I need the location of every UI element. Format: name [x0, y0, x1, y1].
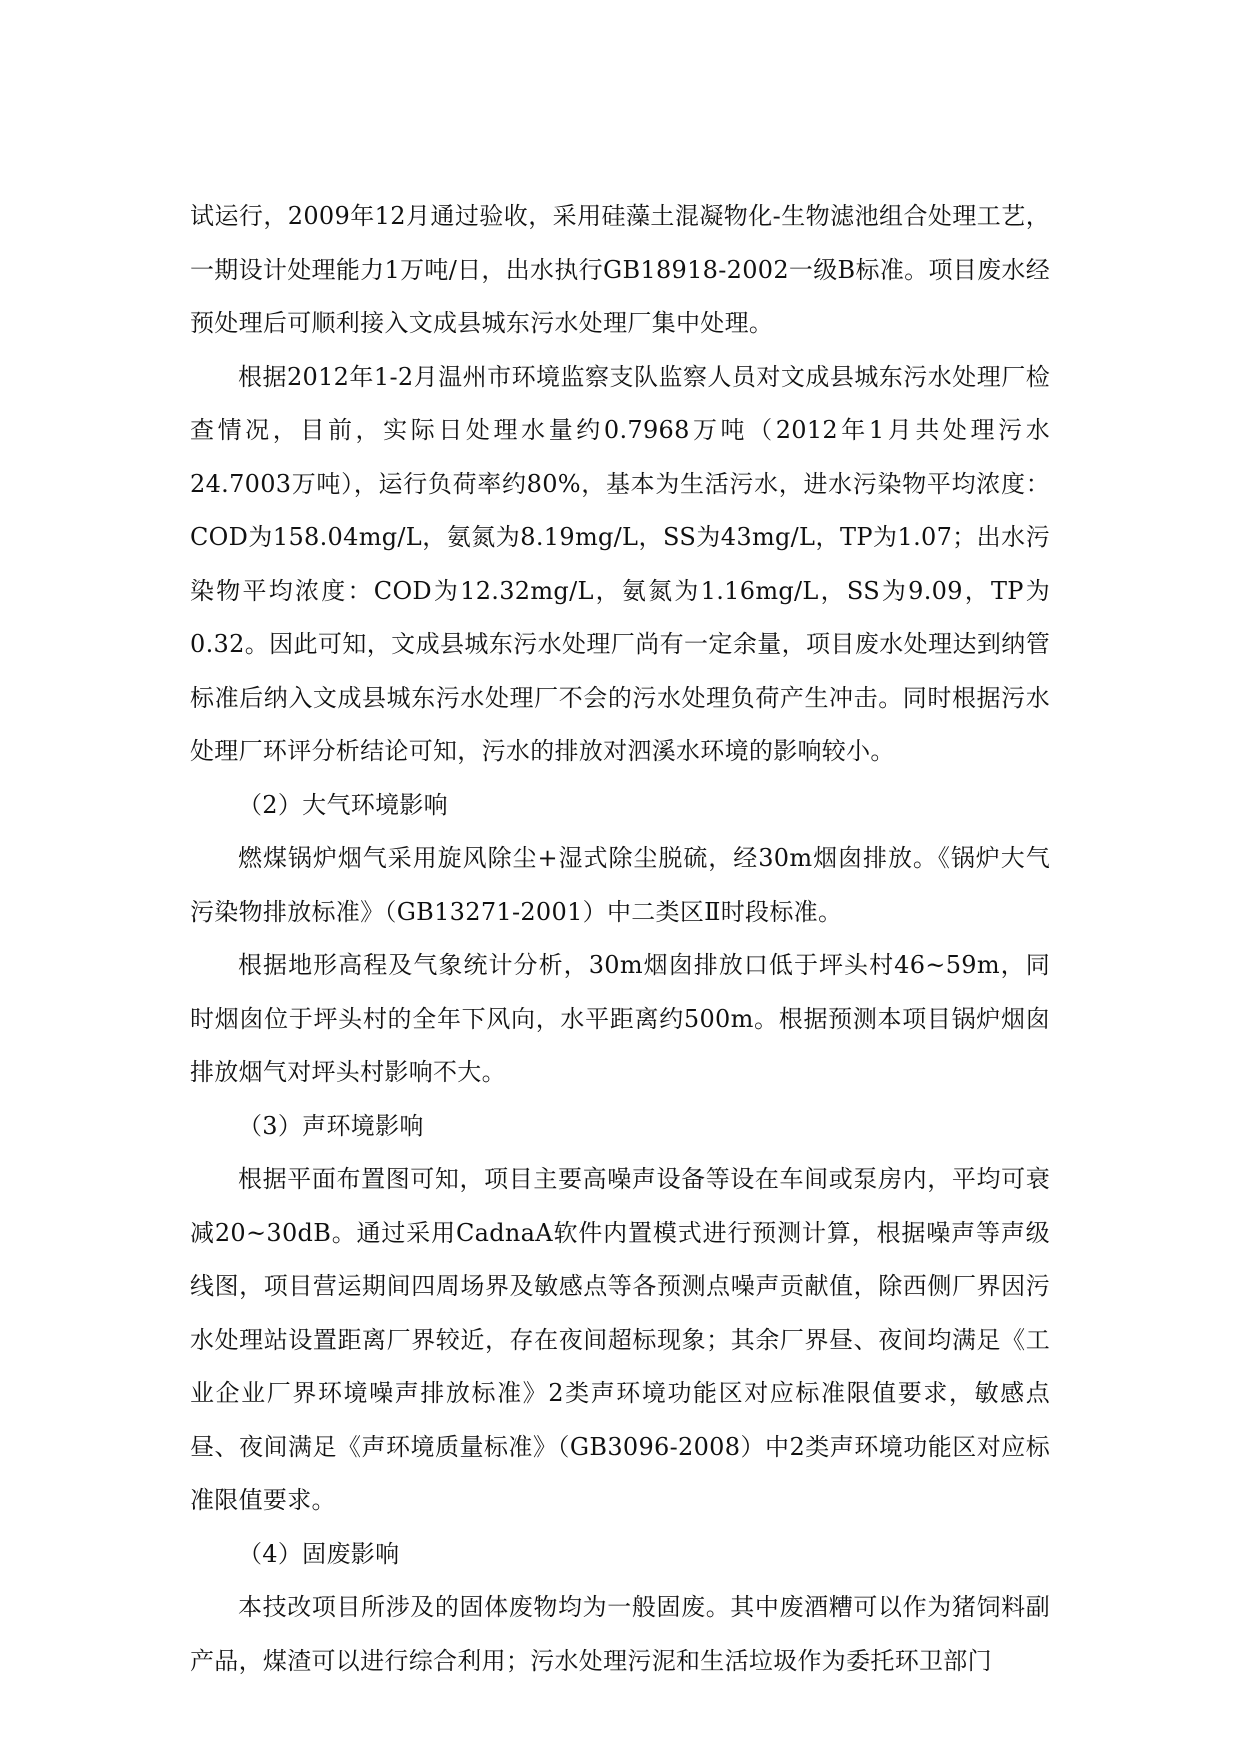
document-body: [190, 190, 1050, 1688]
paragraph-continuation: 试运行，2009年12月通过验收，采用硅藻土混凝物化-生物滤池组合处理工艺，一期设计处理能力1万吨/日，出水执行GB18918-2002一级B标准。项目废水经预处理后可顺利接入文成县城东污水处理厂集中处理。: [190, 202, 1050, 337]
section-heading-air: （2）大气环境影响: [238, 790, 448, 819]
paragraph-solid-waste: 本技改项目所涉及的固体废物均为一般固废。其中废酒糟可以作为猪饲料副产品，煤渣可以进行综合利用；污水处理污泥和生活垃圾作为委托环卫部门: [190, 1593, 1050, 1675]
section-heading-solid-waste: （4）固废影响: [238, 1539, 400, 1568]
paragraph-boiler-flue-gas: 燃煤锅炉烟气采用旋风除尘+湿式除尘脱硫，经30m烟囱排放。《锅炉大气污染物排放标准》（GB13271-2001）中二类区Ⅱ时段标准。: [190, 844, 1050, 926]
paragraph-chimney-analysis: 根据地形高程及气象统计分析，30m烟囱排放口低于坪头村46~59m，同时烟囱位于坪头村的全年下风向，水平距离约500m。根据预测本项目锅炉烟囱排放烟气对坪头村影响不大。: [190, 951, 1050, 1086]
paragraph-noise-prediction: 根据平面布置图可知，项目主要高噪声设备等设在车间或泵房内，平均可衰减20~30dB。通过采用CadnaA软件内置模式进行预测计算，根据噪声等声级线图，项目营运期间四周场界及敏感点等各预测点噪声贡献值，除西侧厂界因污水处理站设置距离厂界较近，存在夜间超标现象；其余厂界昼、夜间均满足《工业企业厂界环境噪声排放标准》2类声环境功能区对应标准限值要求，敏感点昼、夜间满足《声环境质量标准》（GB3096-2008）中2类声环境功能区对应标准限值要求。: [190, 1165, 1050, 1514]
paragraph-wastewater-plant-status: 根据2012年1-2月温州市环境监察支队监察人员对文成县城东污水处理厂检查情况，目前，实际日处理水量约0.7968万吨（2012年1月共处理污水24.7003万吨），运行负荷率约80%，基本为生活污水，进水污染物平均浓度：COD为158.04mg/L，氨氮为8.19mg/L，SS为43mg/L，TP为1.07；出水污染物平均浓度：COD为12.32mg/L，氨氮为1.16mg/L，SS为9.09，TP为0.32。因此可知，文成县城东污水处理厂尚有一定余量，项目废水处理达到纳管标准后纳入文成县城东污水处理厂不会的污水处理负荷产生冲击。同时根据污水处理厂环评分析结论可知，污水的排放对泗溪水环境的影响较小。: [190, 362, 1050, 765]
section-heading-noise: （3）声环境影响: [238, 1111, 424, 1140]
